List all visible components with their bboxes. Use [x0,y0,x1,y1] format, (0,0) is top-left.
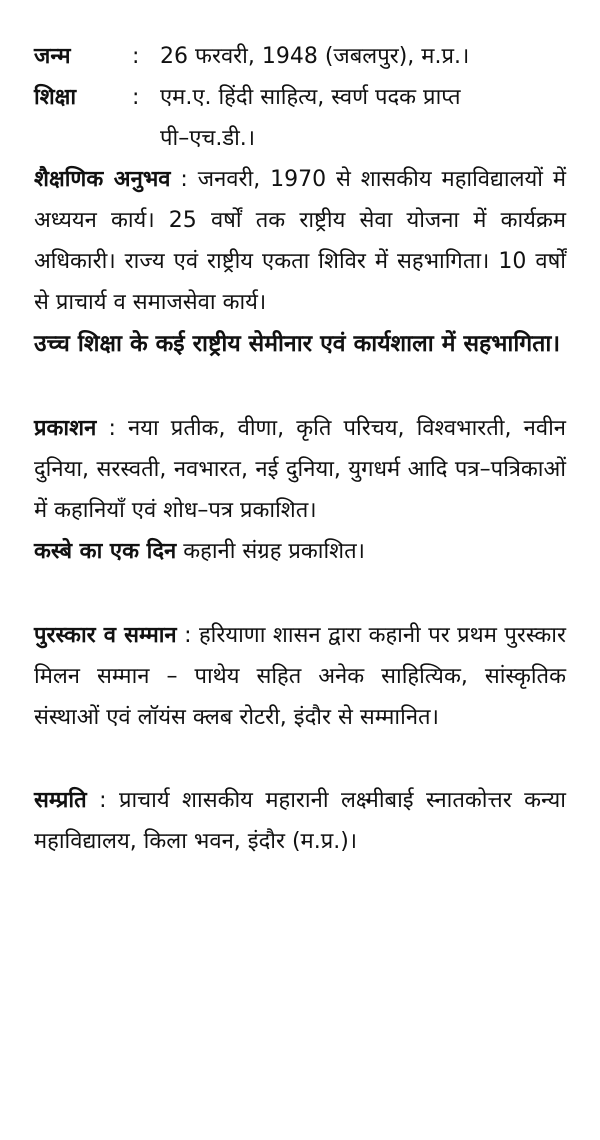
book-title: कस्बे का एक दिन [34,539,177,564]
education-value-continued: पी–एच.डी.। [160,126,256,151]
section-gap [34,365,566,408]
current-position-label: सम्प्रति [34,788,87,813]
book-text: कहानी संग्रह प्रकाशित। [176,539,366,564]
publication-label: प्रकाशन [34,416,97,441]
publication-paragraph [34,408,566,531]
experience-text: : जनवरी, 1970 से शासकीय महाविद्यालयों में अध्ययन कार्य। 25 वर्षों तक राष्ट्रीय सेवा योजना में कार्यक्रम अधिकारी। राज्य एवं राष्ट्रीय एकता शिविर में सहभागिता। 10 वर्षों से प्राचार्य व समाजसेवा कार्य। [34,167,566,315]
experience-label: शैक्षणिक अनुभव [34,167,171,192]
awards-paragraph [34,615,566,738]
awards-text: : हरियाणा शासन द्वारा कहानी पर प्रथम पुरस्कार मिलन सम्मान – पाथेय सहित अनेक साहित्यिक, सांस्कृतिक संस्थाओं एवं लॉयंस क्लब रोटरी, इंदौर से सम्मानित। [34,623,566,730]
experience-paragraph [34,159,566,323]
section-gap [34,572,566,615]
education-row [34,77,566,118]
education-label: शिक्षा [34,85,77,110]
education-value: एम.ए. हिंदी साहित्य, स्वर्ण पदक प्राप्त [160,85,461,110]
birth-row [34,36,566,77]
current-position-paragraph [34,780,566,862]
birth-label: जन्म [34,44,71,69]
birth-value: 26 फरवरी, 1948 (जबलपुर), म.प्र.। [160,44,470,69]
education-colon: : [132,85,140,110]
section-gap [34,738,566,780]
publication-text: : नया प्रतीक, वीणा, कृति परिचय, विश्वभारती, नवीन दुनिया, सरस्वती, नवभारत, नई दुनिया, युगधर्म आदि पत्र–पत्रिकाओं में कहानियाँ एवं शोध–पत्र प्रकाशित। [34,416,566,523]
book-paragraph [34,531,566,572]
seminar-paragraph: उच्च शिक्षा के कई राष्ट्रीय सेमीनार एवं कार्यशाला में सहभागिता। [34,331,561,357]
current-position-text: : प्राचार्य शासकीय महारानी लक्ष्मीबाई स्नातकोत्तर कन्या महाविद्यालय, किला भवन, इंदौर (म.प्र.)। [34,788,566,854]
awards-label: पुरस्कार व सम्मान [34,623,177,648]
biography-page [34,36,566,862]
birth-colon: : [132,44,140,69]
